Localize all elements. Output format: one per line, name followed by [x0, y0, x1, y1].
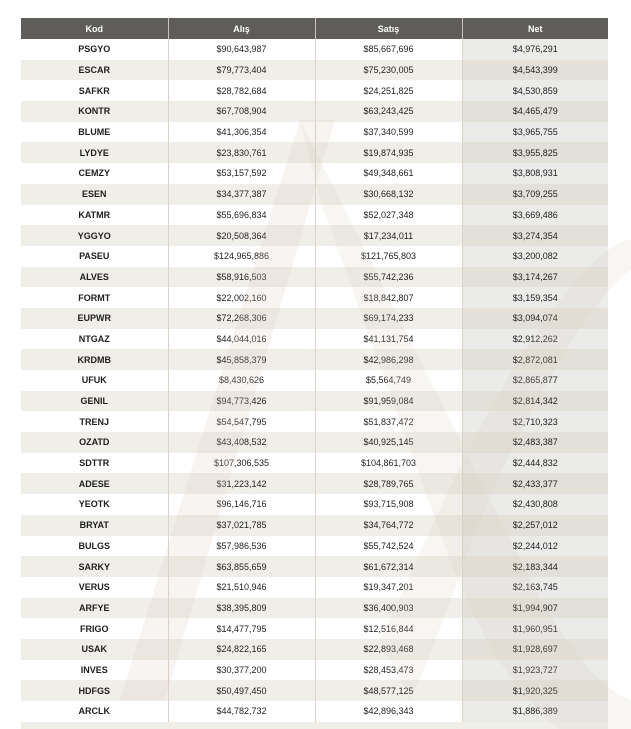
cell-alis: $24,822,165 — [168, 639, 315, 660]
cell-net: $3,094,074 — [462, 308, 608, 329]
cell-satis: $63,243,425 — [315, 101, 462, 122]
cell-net: $2,430,808 — [462, 494, 608, 515]
cell-alis: $44,044,016 — [168, 329, 315, 350]
table-row — [21, 101, 608, 122]
column-header-satis: Satış — [315, 18, 462, 39]
cell-kod: ESEN — [21, 184, 168, 205]
cell-kod: ARCLK — [21, 701, 168, 722]
table-row — [21, 225, 608, 246]
cell-kod: FORMT — [21, 287, 168, 308]
cell-net: $1,994,907 — [462, 598, 608, 619]
cell-net: $2,163,745 — [462, 577, 608, 598]
cell-alis: $22,002,160 — [168, 287, 315, 308]
trading-table — [21, 18, 608, 722]
cell-net: $1,928,697 — [462, 639, 608, 660]
table-row — [21, 267, 608, 288]
table-row — [21, 473, 608, 494]
cell-alis: $124,965,886 — [168, 246, 315, 267]
cell-satis: $121,765,803 — [315, 246, 462, 267]
cell-kod: ALVES — [21, 267, 168, 288]
cell-alis: $96,146,716 — [168, 494, 315, 515]
cell-satis: $24,251,825 — [315, 80, 462, 101]
cell-alis: $23,830,761 — [168, 142, 315, 163]
cell-alis: $58,916,503 — [168, 267, 315, 288]
table-row — [21, 308, 608, 329]
cell-kod: SDTTR — [21, 453, 168, 474]
cell-alis: $20,508,364 — [168, 225, 315, 246]
cell-kod: KRDMB — [21, 349, 168, 370]
table-row — [21, 411, 608, 432]
cell-satis: $42,896,343 — [315, 701, 462, 722]
cell-net: $2,710,323 — [462, 411, 608, 432]
cell-kod: KONTR — [21, 101, 168, 122]
table-row — [21, 370, 608, 391]
cell-net: $3,808,931 — [462, 163, 608, 184]
cell-net: $3,174,267 — [462, 267, 608, 288]
cell-satis: $34,764,772 — [315, 515, 462, 536]
cell-kod: TRENJ — [21, 411, 168, 432]
cell-kod: VERUS — [21, 577, 168, 598]
table-row — [21, 660, 608, 681]
cell-net: $4,543,399 — [462, 60, 608, 81]
cell-kod: BRYAT — [21, 515, 168, 536]
table-bottom-edge — [21, 722, 608, 729]
cell-satis: $5,564,749 — [315, 370, 462, 391]
cell-satis: $69,174,233 — [315, 308, 462, 329]
cell-alis: $43,408,532 — [168, 432, 315, 453]
cell-alis: $79,773,404 — [168, 60, 315, 81]
cell-kod: PASEU — [21, 246, 168, 267]
cell-kod: NTGAZ — [21, 329, 168, 350]
cell-alis: $90,643,987 — [168, 39, 315, 60]
table-row — [21, 494, 608, 515]
cell-kod: KATMR — [21, 205, 168, 226]
cell-net: $3,200,082 — [462, 246, 608, 267]
cell-kod: ESCAR — [21, 60, 168, 81]
cell-alis: $57,986,536 — [168, 536, 315, 557]
cell-alis: $54,547,795 — [168, 411, 315, 432]
cell-alis: $14,477,795 — [168, 618, 315, 639]
cell-net: $2,244,012 — [462, 536, 608, 557]
cell-net: $1,886,389 — [462, 701, 608, 722]
cell-satis: $48,577,125 — [315, 680, 462, 701]
cell-kod: PSGYO — [21, 39, 168, 60]
table-body — [21, 39, 608, 722]
cell-satis: $17,234,011 — [315, 225, 462, 246]
cell-satis: $49,348,661 — [315, 163, 462, 184]
table-header-row — [21, 18, 608, 39]
cell-net: $3,669,486 — [462, 205, 608, 226]
table-row — [21, 163, 608, 184]
cell-net: $2,444,832 — [462, 453, 608, 474]
cell-kod: SARKY — [21, 556, 168, 577]
cell-kod: SAFKR — [21, 80, 168, 101]
cell-alis: $94,773,426 — [168, 391, 315, 412]
cell-satis: $51,837,472 — [315, 411, 462, 432]
cell-alis: $63,855,659 — [168, 556, 315, 577]
table-row — [21, 453, 608, 474]
cell-alis: $34,377,387 — [168, 184, 315, 205]
cell-kod: INVES — [21, 660, 168, 681]
column-header-alis: Alış — [168, 18, 315, 39]
cell-net: $2,257,012 — [462, 515, 608, 536]
cell-net: $2,865,877 — [462, 370, 608, 391]
cell-kod: HDFGS — [21, 680, 168, 701]
table-row — [21, 432, 608, 453]
cell-kod: YGGYO — [21, 225, 168, 246]
cell-alis: $37,021,785 — [168, 515, 315, 536]
cell-kod: USAK — [21, 639, 168, 660]
table-row — [21, 287, 608, 308]
cell-satis: $40,925,145 — [315, 432, 462, 453]
cell-satis: $19,347,201 — [315, 577, 462, 598]
cell-satis: $55,742,236 — [315, 267, 462, 288]
table-row — [21, 577, 608, 598]
cell-alis: $44,782,732 — [168, 701, 315, 722]
cell-net: $3,965,755 — [462, 122, 608, 143]
cell-alis: $41,306,354 — [168, 122, 315, 143]
table-row — [21, 349, 608, 370]
table-row — [21, 515, 608, 536]
cell-net: $3,955,825 — [462, 142, 608, 163]
table-row — [21, 329, 608, 350]
cell-alis: $30,377,200 — [168, 660, 315, 681]
cell-alis: $72,268,306 — [168, 308, 315, 329]
cell-alis: $67,708,904 — [168, 101, 315, 122]
cell-satis: $55,742,524 — [315, 536, 462, 557]
cell-satis: $52,027,348 — [315, 205, 462, 226]
cell-satis: $19,874,935 — [315, 142, 462, 163]
cell-satis: $37,340,599 — [315, 122, 462, 143]
cell-net: $3,709,255 — [462, 184, 608, 205]
cell-satis: $18,842,807 — [315, 287, 462, 308]
cell-net: $2,814,342 — [462, 391, 608, 412]
cell-net: $2,483,387 — [462, 432, 608, 453]
cell-kod: ARFYE — [21, 598, 168, 619]
cell-satis: $41,131,754 — [315, 329, 462, 350]
table-row — [21, 246, 608, 267]
cell-alis: $50,497,450 — [168, 680, 315, 701]
cell-alis: $31,223,142 — [168, 473, 315, 494]
cell-net: $2,912,262 — [462, 329, 608, 350]
cell-kod: ADESE — [21, 473, 168, 494]
cell-satis: $93,715,908 — [315, 494, 462, 515]
cell-satis: $75,230,005 — [315, 60, 462, 81]
cell-net: $3,274,354 — [462, 225, 608, 246]
cell-kod: YEOTK — [21, 494, 168, 515]
cell-net: $1,923,727 — [462, 660, 608, 681]
cell-kod: EUPWR — [21, 308, 168, 329]
cell-kod: FRIGO — [21, 618, 168, 639]
cell-kod: BULGS — [21, 536, 168, 557]
table-row — [21, 122, 608, 143]
table-row — [21, 60, 608, 81]
cell-net: $1,960,951 — [462, 618, 608, 639]
cell-satis: $12,516,844 — [315, 618, 462, 639]
table-row — [21, 618, 608, 639]
table-row — [21, 701, 608, 722]
cell-kod: UFUK — [21, 370, 168, 391]
table-row — [21, 184, 608, 205]
cell-kod: GENIL — [21, 391, 168, 412]
table-row — [21, 39, 608, 60]
cell-net: $3,159,354 — [462, 287, 608, 308]
cell-kod: LYDYE — [21, 142, 168, 163]
cell-net: $2,183,344 — [462, 556, 608, 577]
cell-satis: $85,667,696 — [315, 39, 462, 60]
cell-satis: $30,668,132 — [315, 184, 462, 205]
cell-alis: $38,395,809 — [168, 598, 315, 619]
cell-kod: BLUME — [21, 122, 168, 143]
cell-net: $4,465,479 — [462, 101, 608, 122]
table-row — [21, 391, 608, 412]
cell-satis: $61,672,314 — [315, 556, 462, 577]
cell-net: $2,872,081 — [462, 349, 608, 370]
cell-satis: $42,986,298 — [315, 349, 462, 370]
cell-satis: $22,893,468 — [315, 639, 462, 660]
cell-satis: $36,400,903 — [315, 598, 462, 619]
cell-satis: $104,861,703 — [315, 453, 462, 474]
cell-net: $4,530,859 — [462, 80, 608, 101]
table-row — [21, 598, 608, 619]
cell-alis: $21,510,946 — [168, 577, 315, 598]
cell-alis: $107,306,535 — [168, 453, 315, 474]
table-row — [21, 80, 608, 101]
cell-satis: $28,453,473 — [315, 660, 462, 681]
cell-alis: $8,430,626 — [168, 370, 315, 391]
table-row — [21, 205, 608, 226]
table-row — [21, 142, 608, 163]
table-row — [21, 680, 608, 701]
table-row — [21, 536, 608, 557]
cell-alis: $53,157,592 — [168, 163, 315, 184]
cell-alis: $55,696,834 — [168, 205, 315, 226]
cell-net: $4,976,291 — [462, 39, 608, 60]
table-row — [21, 556, 608, 577]
table-row — [21, 639, 608, 660]
cell-satis: $28,789,765 — [315, 473, 462, 494]
cell-satis: $91,959,084 — [315, 391, 462, 412]
cell-alis: $28,782,684 — [168, 80, 315, 101]
cell-kod: OZATD — [21, 432, 168, 453]
column-header-net: Net — [462, 18, 608, 39]
cell-kod: CEMZY — [21, 163, 168, 184]
cell-alis: $45,858,379 — [168, 349, 315, 370]
column-header-kod: Kod — [21, 18, 168, 39]
cell-net: $1,920,325 — [462, 680, 608, 701]
cell-net: $2,433,377 — [462, 473, 608, 494]
